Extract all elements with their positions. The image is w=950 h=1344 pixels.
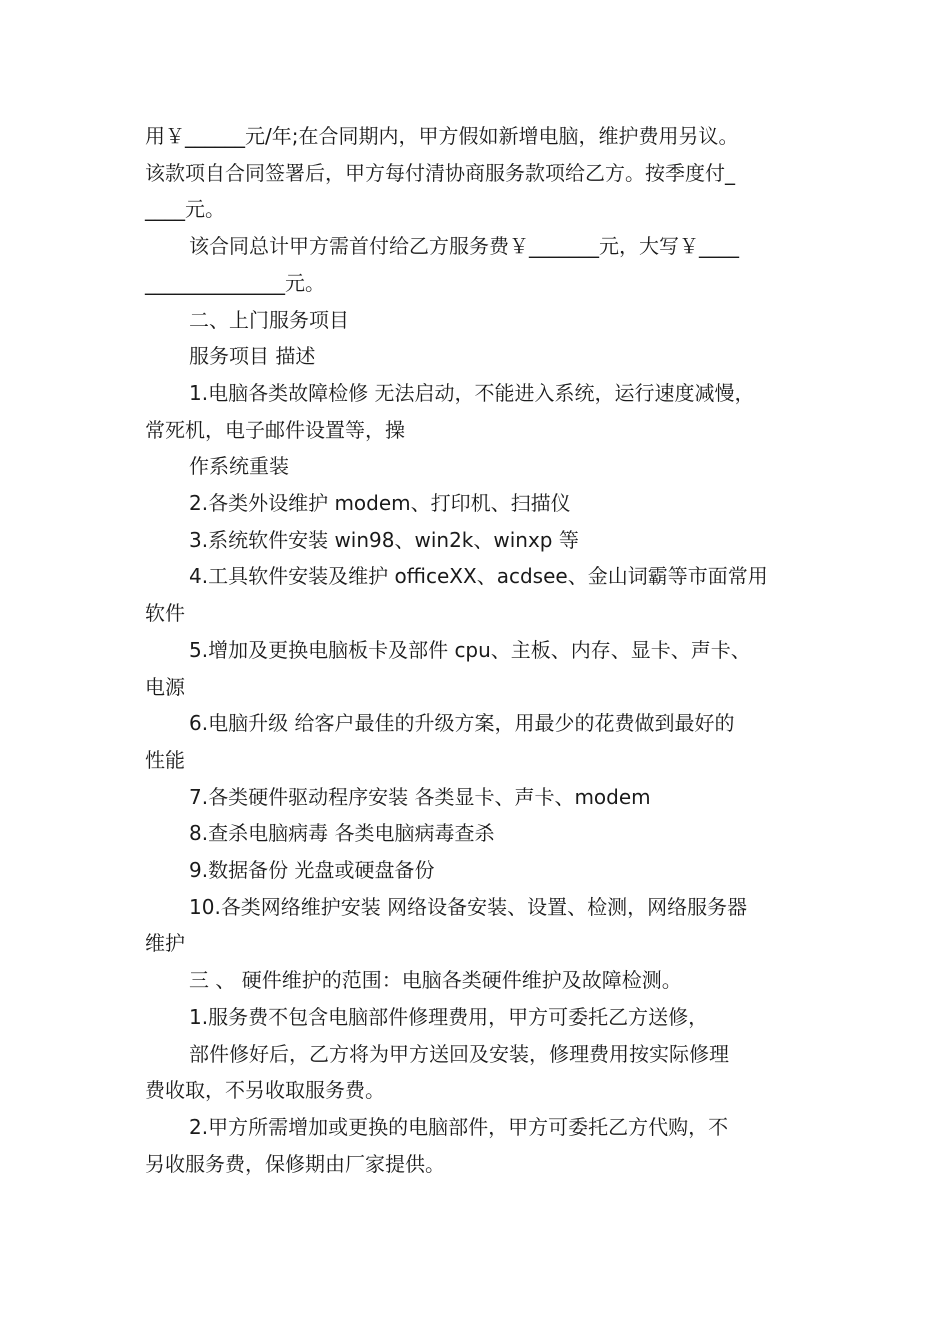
- text-line: 电源: [145, 674, 185, 699]
- text-line: 2.甲方所需增加或更换的电脑部件，甲方可委托乙方代购，不: [189, 1114, 729, 1139]
- text-line: 该合同总计甲方需首付给乙方服务费￥_______元，大写￥____: [189, 234, 739, 259]
- text-line: 该款项自合同签署后，甲方每付清协商服务款项给乙方。按季度付_: [145, 160, 735, 185]
- text-line: 作系统重装: [189, 454, 289, 479]
- text-line: 部件修好后，乙方将为甲方送回及安装，修理费用按实际修理: [189, 1041, 729, 1066]
- text-line: 3.系统软件安装 win98、win2k、winxp 等: [189, 527, 579, 552]
- text-line: 服务项目 描述: [189, 344, 316, 369]
- text-line: ______________元。: [145, 270, 325, 295]
- text-line: 6.电脑升级 给客户最佳的升级方案，用最少的花费做到最好的: [189, 711, 735, 736]
- contract-text: [145, 118, 813, 1182]
- text-line: 10.各类网络维护安装 网络设备安装、设置、检测，网络服务器: [189, 894, 748, 919]
- text-line: 用￥______元/年;在合同期内，甲方假如新增电脑，维护费用另议。: [145, 124, 739, 148]
- text-line: 性能: [145, 747, 185, 772]
- text-line: 维护: [145, 931, 185, 956]
- text-line: 5.增加及更换电脑板卡及部件 cpu、主板、内存、显卡、声卡、: [189, 637, 751, 662]
- text-line: 4.工具软件安装及维护 officeXX、acdsee、金山词霸等市面常用: [189, 564, 768, 589]
- text-line: 7.各类硬件驱动程序安装 各类显卡、声卡、modem: [189, 784, 651, 809]
- text-line: 三 、 硬件维护的范围：电脑各类硬件维护及故障检测。: [189, 968, 682, 993]
- text-line: 常死机，电子邮件设置等，操: [145, 417, 405, 442]
- text-line: 软件: [145, 601, 185, 626]
- text-line: 1.电脑各类故障检修 无法启动，不能进入系统，运行速度减慢，: [189, 380, 755, 405]
- text-line: 9.数据备份 光盘或硬盘备份: [189, 858, 435, 883]
- text-line: 2.各类外设维护 modem、打印机、扫描仪: [189, 491, 571, 516]
- text-line: 1.服务费不包含电脑部件修理费用，甲方可委托乙方送修，: [189, 1004, 709, 1029]
- text-line: 费收取，不另收取服务费。: [145, 1078, 385, 1103]
- text-line: ____元。: [145, 197, 225, 222]
- text-line: 二、上门服务项目: [189, 307, 349, 332]
- text-line: 另收服务费，保修期由厂家提供。: [145, 1151, 445, 1176]
- text-line: 8.查杀电脑病毒 各类电脑病毒查杀: [189, 821, 495, 846]
